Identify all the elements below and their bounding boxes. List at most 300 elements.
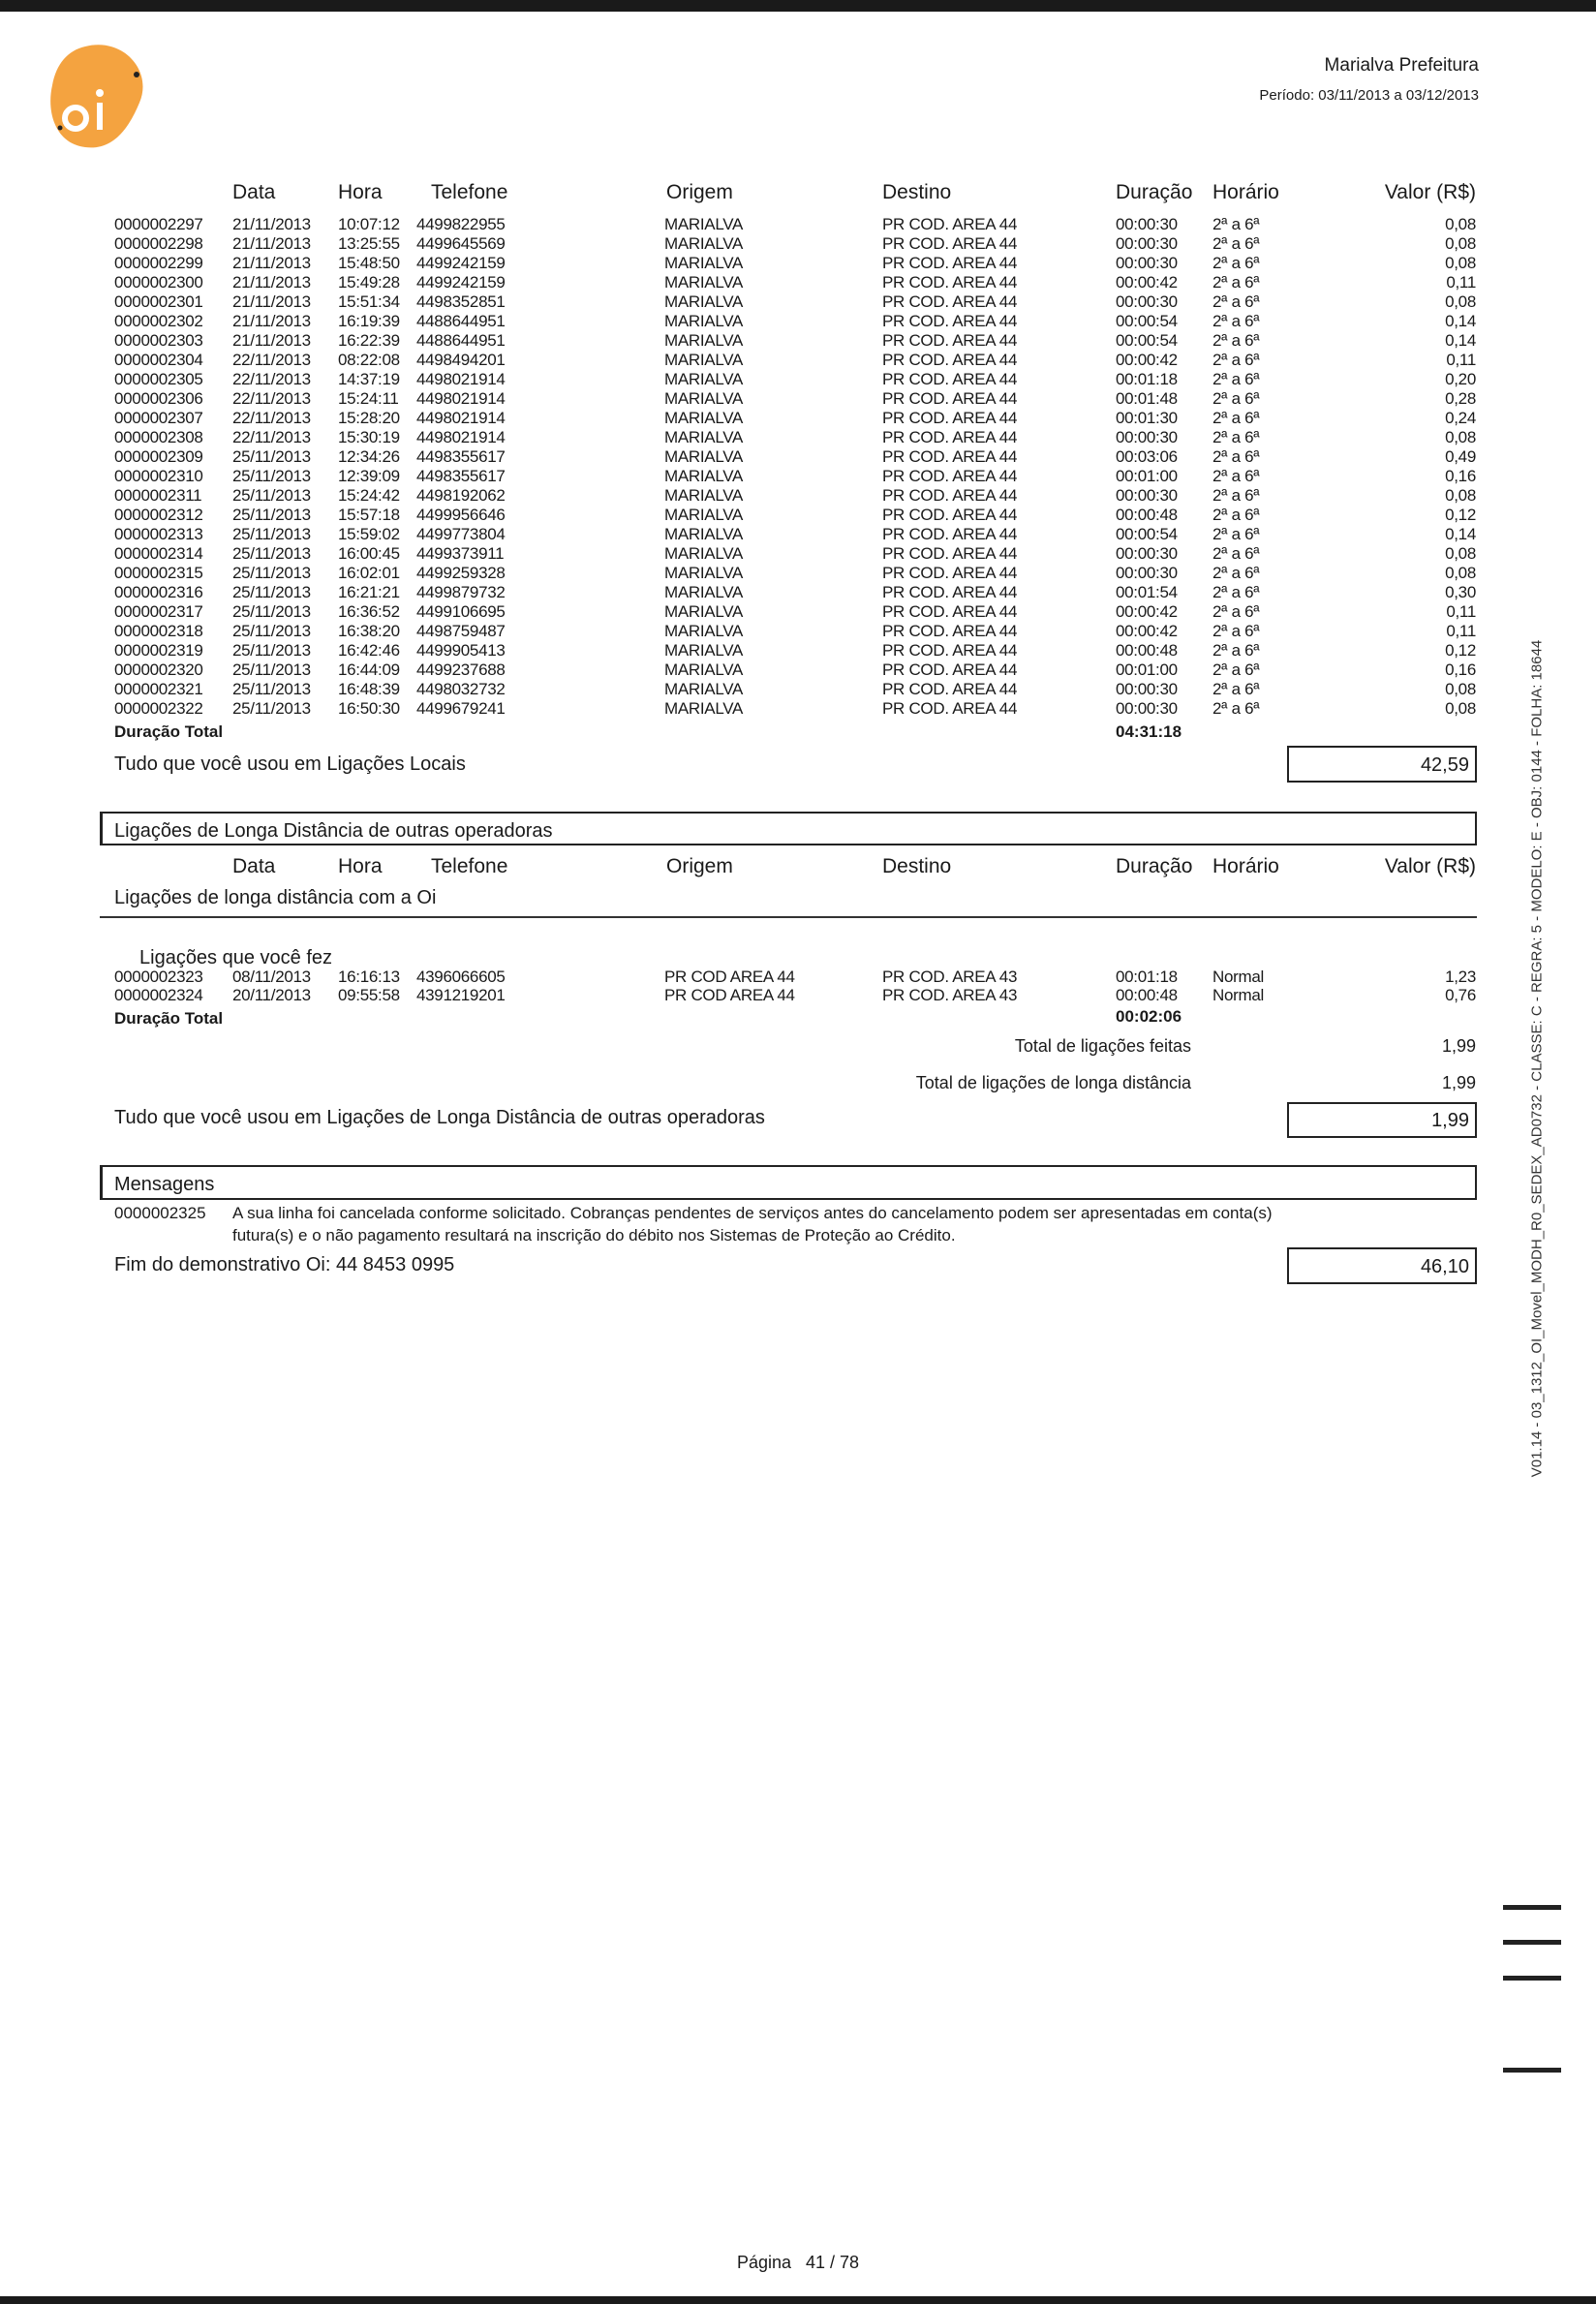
call-duration: 00:00:42	[1116, 273, 1178, 292]
call-destination: PR COD. AREA 44	[882, 467, 1018, 485]
call-time: 16:42:46	[338, 641, 400, 660]
call-destination: PR COD. AREA 44	[882, 215, 1018, 233]
call-value: 0,11	[1446, 602, 1476, 621]
call-id: 0000002315	[114, 564, 203, 582]
local-summary-box	[1287, 746, 1477, 783]
call-phone: 4499242159	[416, 273, 506, 292]
company-name: Marialva Prefeitura	[1324, 55, 1479, 76]
call-duration: 00:00:42	[1116, 622, 1178, 640]
call-period: 2ª a 6ª	[1212, 622, 1260, 640]
call-date: 25/11/2013	[232, 699, 311, 718]
total-ld-label: Total de ligações de longa distância	[915, 1073, 1191, 1092]
call-id: 0000002305	[114, 370, 203, 388]
ld-col-telefone: Telefone	[431, 855, 508, 877]
call-period: 2ª a 6ª	[1212, 254, 1260, 272]
call-origin: MARIALVA	[664, 660, 744, 679]
call-destination: PR COD. AREA 44	[882, 351, 1018, 369]
call-period: 2ª a 6ª	[1212, 564, 1260, 582]
col-data: Data	[232, 181, 276, 203]
call-duration: 00:01:00	[1116, 660, 1178, 679]
end-total-value: 46,10	[1420, 1256, 1469, 1277]
ld-col-origem: Origem	[666, 855, 733, 877]
call-time: 15:24:11	[338, 389, 399, 408]
call-duration: 00:00:30	[1116, 254, 1178, 272]
call-phone: 4499106695	[416, 602, 506, 621]
call-time: 12:34:26	[338, 447, 400, 466]
call-duration: 00:00:30	[1116, 292, 1178, 311]
call-destination: PR COD. AREA 44	[882, 583, 1018, 601]
call-value: 0,14	[1445, 525, 1476, 543]
call-phone: 4499259328	[416, 564, 506, 582]
call-destination: PR COD. AREA 43	[882, 986, 1018, 1004]
call-phone: 4488644951	[416, 331, 506, 350]
call-origin: MARIALVA	[664, 506, 744, 524]
ld-summary-label: Tudo que você usou em Ligações de Longa Distância de outras operadoras	[114, 1107, 765, 1128]
call-destination: PR COD. AREA 44	[882, 273, 1018, 292]
call-date: 21/11/2013	[232, 312, 311, 330]
col-origem: Origem	[666, 181, 733, 203]
call-destination: PR COD. AREA 44	[882, 254, 1018, 272]
call-origin: MARIALVA	[664, 583, 744, 601]
call-date: 21/11/2013	[232, 331, 311, 350]
long-distance-section-header	[100, 812, 1477, 845]
call-date: 25/11/2013	[232, 660, 311, 679]
call-period: 2ª a 6ª	[1212, 660, 1260, 679]
call-value: 0,28	[1445, 389, 1476, 408]
call-date: 25/11/2013	[232, 583, 311, 601]
call-id: 0000002308	[114, 428, 203, 446]
call-id: 0000002323	[114, 968, 203, 986]
billing-period: Período: 03/11/2013 a 03/12/2013	[1259, 87, 1479, 104]
call-origin: MARIALVA	[664, 447, 744, 466]
call-value: 0,08	[1445, 699, 1476, 718]
call-time: 16:00:45	[338, 544, 400, 563]
call-destination: PR COD. AREA 44	[882, 525, 1018, 543]
call-value: 0,08	[1445, 428, 1476, 446]
local-summary-value: 42,59	[1420, 754, 1469, 776]
call-duration: 00:01:18	[1116, 968, 1178, 986]
call-origin: MARIALVA	[664, 409, 744, 427]
call-origin: MARIALVA	[664, 428, 744, 446]
call-value: 0,14	[1445, 312, 1476, 330]
call-date: 25/11/2013	[232, 564, 311, 582]
ld-col-data: Data	[232, 855, 276, 877]
ld-col-hora: Hora	[338, 855, 383, 877]
call-time: 16:48:39	[338, 680, 400, 698]
call-date: 22/11/2013	[232, 428, 311, 446]
call-phone: 4498032732	[416, 680, 506, 698]
call-period: 2ª a 6ª	[1212, 273, 1260, 292]
call-date: 22/11/2013	[232, 351, 311, 369]
call-value: 0,49	[1445, 447, 1476, 466]
call-destination: PR COD. AREA 44	[882, 370, 1018, 388]
call-phone: 4488644951	[416, 312, 506, 330]
local-summary-label: Tudo que você usou em Ligações Locais	[114, 753, 466, 775]
call-id: 0000002309	[114, 447, 203, 466]
col-hora: Hora	[338, 181, 383, 203]
call-period: 2ª a 6ª	[1212, 409, 1260, 427]
call-period: 2ª a 6ª	[1212, 544, 1260, 563]
call-period: 2ª a 6ª	[1212, 583, 1260, 601]
call-time: 16:38:20	[338, 622, 400, 640]
call-duration: 00:00:48	[1116, 641, 1178, 660]
call-duration: 00:00:30	[1116, 234, 1178, 253]
call-origin: MARIALVA	[664, 544, 744, 563]
call-duration: 00:00:30	[1116, 544, 1178, 563]
ld-summary-value: 1,99	[1431, 1110, 1469, 1131]
call-date: 22/11/2013	[232, 370, 311, 388]
call-time: 13:25:55	[338, 234, 400, 253]
call-date: 25/11/2013	[232, 486, 311, 505]
call-phone: 4498759487	[416, 622, 506, 640]
call-period: 2ª a 6ª	[1212, 428, 1260, 446]
ld-subtitle: Ligações de longa distância com a Oi	[114, 887, 437, 908]
call-phone: 4498494201	[416, 351, 506, 369]
call-id: 0000002307	[114, 409, 203, 427]
call-value: 1,23	[1445, 968, 1476, 986]
call-period: Normal	[1212, 968, 1264, 986]
ld-col-duracao: Duração	[1116, 855, 1193, 877]
end-total-box	[1287, 1247, 1477, 1284]
call-period: 2ª a 6ª	[1212, 331, 1260, 350]
oi-logo	[46, 43, 153, 151]
call-phone: 4498021914	[416, 389, 506, 408]
call-duration: 00:00:30	[1116, 215, 1178, 233]
call-id: 0000002322	[114, 699, 203, 718]
call-duration: 00:01:30	[1116, 409, 1178, 427]
call-destination: PR COD. AREA 44	[882, 331, 1018, 350]
ld-duration-total: 00:02:06	[1116, 1007, 1182, 1026]
total-made-value: 1,99	[1441, 1036, 1476, 1056]
call-origin: MARIALVA	[664, 525, 744, 543]
call-time: 16:21:21	[338, 583, 400, 601]
call-origin: MARIALVA	[664, 215, 744, 233]
call-period: 2ª a 6ª	[1212, 602, 1260, 621]
call-value: 0,12	[1445, 506, 1476, 524]
call-time: 08:22:08	[338, 351, 400, 369]
call-phone: 4499679241	[416, 699, 506, 718]
call-duration: 00:00:42	[1116, 602, 1178, 621]
messages-section-header	[100, 1165, 1477, 1200]
call-phone: 4499237688	[416, 660, 506, 679]
call-time: 16:19:39	[338, 312, 400, 330]
print-mark	[1503, 1976, 1561, 1981]
call-period: 2ª a 6ª	[1212, 447, 1260, 466]
end-label: Fim do demonstrativo Oi: 44 8453 0995	[114, 1254, 455, 1275]
call-duration: 00:00:30	[1116, 680, 1178, 698]
call-date: 25/11/2013	[232, 467, 311, 485]
call-phone: 4498355617	[416, 467, 506, 485]
call-id: 0000002297	[114, 215, 203, 233]
call-period: 2ª a 6ª	[1212, 486, 1260, 505]
call-phone: 4498192062	[416, 486, 506, 505]
call-phone: 4499242159	[416, 254, 506, 272]
call-period: 2ª a 6ª	[1212, 370, 1260, 388]
ld-col-valor: Valor (R$)	[1384, 855, 1476, 877]
call-id: 0000002300	[114, 273, 203, 292]
call-id: 0000002313	[114, 525, 203, 543]
call-phone: 4396066605	[416, 968, 506, 986]
call-destination: PR COD. AREA 44	[882, 292, 1018, 311]
call-duration: 00:00:48	[1116, 986, 1178, 1004]
call-origin: MARIALVA	[664, 622, 744, 640]
call-time: 15:51:34	[338, 292, 400, 311]
call-phone: 4498352851	[416, 292, 506, 311]
call-period: 2ª a 6ª	[1212, 215, 1260, 233]
call-duration: 00:00:30	[1116, 428, 1178, 446]
call-phone: 4499645569	[416, 234, 506, 253]
scan-top-border	[0, 0, 1596, 12]
call-time: 14:37:19	[338, 370, 400, 388]
call-date: 25/11/2013	[232, 506, 311, 524]
call-id: 0000002298	[114, 234, 203, 253]
call-duration: 00:00:42	[1116, 351, 1178, 369]
call-phone: 4391219201	[416, 986, 506, 1004]
call-period: 2ª a 6ª	[1212, 680, 1260, 698]
call-value: 0,16	[1445, 660, 1476, 679]
call-value: 0,24	[1445, 409, 1476, 427]
call-origin: MARIALVA	[664, 389, 744, 408]
ld-col-destino: Destino	[882, 855, 952, 877]
call-destination: PR COD. AREA 44	[882, 680, 1018, 698]
call-value: 0,12	[1445, 641, 1476, 660]
message-id: 0000002325	[114, 1204, 206, 1222]
call-phone: 4499373911	[416, 544, 505, 563]
call-period: 2ª a 6ª	[1212, 292, 1260, 311]
call-id: 0000002310	[114, 467, 203, 485]
ld-group-title: Ligações que você fez	[139, 947, 333, 968]
call-value: 0,08	[1445, 215, 1476, 233]
call-destination: PR COD. AREA 44	[882, 641, 1018, 660]
call-date: 21/11/2013	[232, 254, 311, 272]
call-value: 0,08	[1445, 486, 1476, 505]
call-origin: MARIALVA	[664, 467, 744, 485]
call-value: 0,08	[1445, 544, 1476, 563]
call-origin: MARIALVA	[664, 680, 744, 698]
call-phone: 4499773804	[416, 525, 506, 543]
call-date: 22/11/2013	[232, 389, 311, 408]
call-id: 0000002312	[114, 506, 203, 524]
local-duration-label: Duração Total	[114, 722, 224, 741]
call-destination: PR COD. AREA 44	[882, 428, 1018, 446]
call-origin: MARIALVA	[664, 564, 744, 582]
call-date: 21/11/2013	[232, 215, 311, 233]
long-distance-title: Ligações de Longa Distância de outras operadoras	[114, 820, 553, 842]
call-origin: MARIALVA	[664, 312, 744, 330]
call-destination: PR COD. AREA 44	[882, 564, 1018, 582]
call-phone: 4499956646	[416, 506, 506, 524]
call-origin: MARIALVA	[664, 486, 744, 505]
call-id: 0000002321	[114, 680, 203, 698]
call-id: 0000002303	[114, 331, 203, 350]
call-period: Normal	[1212, 986, 1264, 1004]
call-duration: 00:01:54	[1116, 583, 1178, 601]
call-origin: MARIALVA	[664, 351, 744, 369]
call-time: 09:55:58	[338, 986, 400, 1004]
call-time: 16:16:13	[338, 968, 400, 986]
call-duration: 00:00:48	[1116, 506, 1178, 524]
col-duracao: Duração	[1116, 181, 1193, 203]
side-control-code: V01.14 - 03_1312_OI_Movel_MODH_R0_SEDEX_AD0732 - CLASSE: C - REGRA: 5 - MODELO: E - OBJ: 0144 - FOLHA: 18644	[1528, 639, 1546, 1478]
divider	[100, 916, 1477, 918]
call-origin: MARIALVA	[664, 331, 744, 350]
call-value: 0,16	[1445, 467, 1476, 485]
call-origin: MARIALVA	[664, 273, 744, 292]
call-value: 0,14	[1445, 331, 1476, 350]
call-period: 2ª a 6ª	[1212, 641, 1260, 660]
call-value: 0,08	[1445, 292, 1476, 311]
call-id: 0000002311	[114, 486, 202, 505]
call-destination: PR COD. AREA 44	[882, 312, 1018, 330]
call-date: 25/11/2013	[232, 602, 311, 621]
call-duration: 00:00:54	[1116, 312, 1178, 330]
call-period: 2ª a 6ª	[1212, 525, 1260, 543]
print-mark	[1503, 1905, 1561, 1910]
call-phone: 4498021914	[416, 428, 506, 446]
call-id: 0000002306	[114, 389, 203, 408]
call-period: 2ª a 6ª	[1212, 699, 1260, 718]
call-time: 15:28:20	[338, 409, 400, 427]
call-duration: 00:01:18	[1116, 370, 1178, 388]
call-duration: 00:00:30	[1116, 564, 1178, 582]
total-ld-value: 1,99	[1441, 1073, 1476, 1092]
call-destination: PR COD. AREA 44	[882, 622, 1018, 640]
call-time: 15:49:28	[338, 273, 400, 292]
call-phone: 4498355617	[416, 447, 506, 466]
call-date: 25/11/2013	[232, 447, 311, 466]
total-made-label: Total de ligações feitas	[1014, 1036, 1191, 1056]
call-destination: PR COD. AREA 44	[882, 544, 1018, 563]
col-destino: Destino	[882, 181, 952, 203]
print-mark	[1503, 1940, 1561, 1945]
call-origin: PR COD AREA 44	[664, 968, 795, 986]
call-time: 15:24:42	[338, 486, 400, 505]
call-time: 10:07:12	[338, 215, 400, 233]
message-line-1: A sua linha foi cancelada conforme solicitado. Cobranças pendentes de serviços antes do cancelamento podem ser apresentadas em conta(s)	[232, 1204, 1273, 1222]
call-phone: 4498021914	[416, 370, 506, 388]
call-time: 16:50:30	[338, 699, 400, 718]
ld-col-horario: Horário	[1212, 855, 1279, 877]
call-duration: 00:00:54	[1116, 331, 1178, 350]
call-id: 0000002299	[114, 254, 203, 272]
col-telefone: Telefone	[431, 181, 508, 203]
ld-summary-box	[1287, 1102, 1477, 1138]
call-date: 25/11/2013	[232, 622, 311, 640]
call-value: 0,11	[1446, 273, 1476, 292]
call-origin: MARIALVA	[664, 254, 744, 272]
call-value: 0,08	[1445, 680, 1476, 698]
call-date: 25/11/2013	[232, 525, 311, 543]
scan-bottom-border	[0, 2296, 1596, 2304]
call-origin: PR COD AREA 44	[664, 986, 795, 1004]
call-time: 16:44:09	[338, 660, 400, 679]
call-value: 0,08	[1445, 234, 1476, 253]
message-line-2: futura(s) e o não pagamento resultará na inscrição do débito nos Sistemas de Proteção ao Crédito.	[232, 1226, 956, 1244]
call-date: 22/11/2013	[232, 409, 311, 427]
call-period: 2ª a 6ª	[1212, 351, 1260, 369]
call-destination: PR COD. AREA 44	[882, 234, 1018, 253]
page-number: Página 41 / 78	[736, 2253, 860, 2272]
call-origin: MARIALVA	[664, 641, 744, 660]
call-date: 21/11/2013	[232, 292, 311, 311]
call-origin: MARIALVA	[664, 699, 744, 718]
call-id: 0000002320	[114, 660, 203, 679]
local-duration-total: 04:31:18	[1116, 722, 1182, 741]
call-id: 0000002316	[114, 583, 203, 601]
call-id: 0000002302	[114, 312, 203, 330]
call-origin: MARIALVA	[664, 370, 744, 388]
print-mark	[1503, 2068, 1561, 2073]
call-date: 20/11/2013	[232, 986, 311, 1004]
call-destination: PR COD. AREA 44	[882, 699, 1018, 718]
call-duration: 00:00:54	[1116, 525, 1178, 543]
call-id: 0000002301	[114, 292, 203, 311]
call-time: 15:48:50	[338, 254, 400, 272]
call-value: 0,76	[1445, 986, 1476, 1004]
call-period: 2ª a 6ª	[1212, 312, 1260, 330]
call-value: 0,08	[1445, 254, 1476, 272]
call-duration: 00:03:06	[1116, 447, 1178, 466]
call-destination: PR COD. AREA 44	[882, 447, 1018, 466]
call-phone: 4498021914	[416, 409, 506, 427]
call-destination: PR COD. AREA 44	[882, 409, 1018, 427]
call-phone: 4499822955	[416, 215, 506, 233]
call-id: 0000002317	[114, 602, 203, 621]
call-date: 25/11/2013	[232, 544, 311, 563]
call-duration: 00:01:00	[1116, 467, 1178, 485]
call-destination: PR COD. AREA 44	[882, 389, 1018, 408]
messages-title: Mensagens	[114, 1174, 215, 1195]
call-period: 2ª a 6ª	[1212, 467, 1260, 485]
call-time: 16:02:01	[338, 564, 400, 582]
call-destination: PR COD. AREA 44	[882, 506, 1018, 524]
call-value: 0,08	[1445, 564, 1476, 582]
call-time: 12:39:09	[338, 467, 400, 485]
call-id: 0000002318	[114, 622, 203, 640]
call-id: 0000002319	[114, 641, 203, 660]
call-time: 15:59:02	[338, 525, 400, 543]
call-duration: 00:00:30	[1116, 486, 1178, 505]
call-date: 25/11/2013	[232, 641, 311, 660]
col-valor: Valor (R$)	[1384, 181, 1476, 203]
call-date: 25/11/2013	[232, 680, 311, 698]
call-time: 15:30:19	[338, 428, 400, 446]
call-phone: 4499905413	[416, 641, 506, 660]
call-destination: PR COD. AREA 44	[882, 486, 1018, 505]
call-time: 15:57:18	[338, 506, 400, 524]
call-duration: 00:00:30	[1116, 699, 1178, 718]
call-id: 0000002324	[114, 986, 203, 1004]
call-destination: PR COD. AREA 44	[882, 602, 1018, 621]
call-period: 2ª a 6ª	[1212, 234, 1260, 253]
call-destination: PR COD. AREA 44	[882, 660, 1018, 679]
call-date: 08/11/2013	[232, 968, 311, 986]
call-time: 16:22:39	[338, 331, 400, 350]
call-origin: MARIALVA	[664, 234, 744, 253]
call-date: 21/11/2013	[232, 234, 311, 253]
call-time: 16:36:52	[338, 602, 400, 621]
call-id: 0000002304	[114, 351, 203, 369]
call-period: 2ª a 6ª	[1212, 506, 1260, 524]
call-value: 0,11	[1446, 622, 1476, 640]
call-period: 2ª a 6ª	[1212, 389, 1260, 408]
col-horario: Horário	[1212, 181, 1279, 203]
call-value: 0,20	[1445, 370, 1476, 388]
call-value: 0,11	[1446, 351, 1476, 369]
call-destination: PR COD. AREA 43	[882, 968, 1018, 986]
call-date: 21/11/2013	[232, 273, 311, 292]
call-origin: MARIALVA	[664, 292, 744, 311]
